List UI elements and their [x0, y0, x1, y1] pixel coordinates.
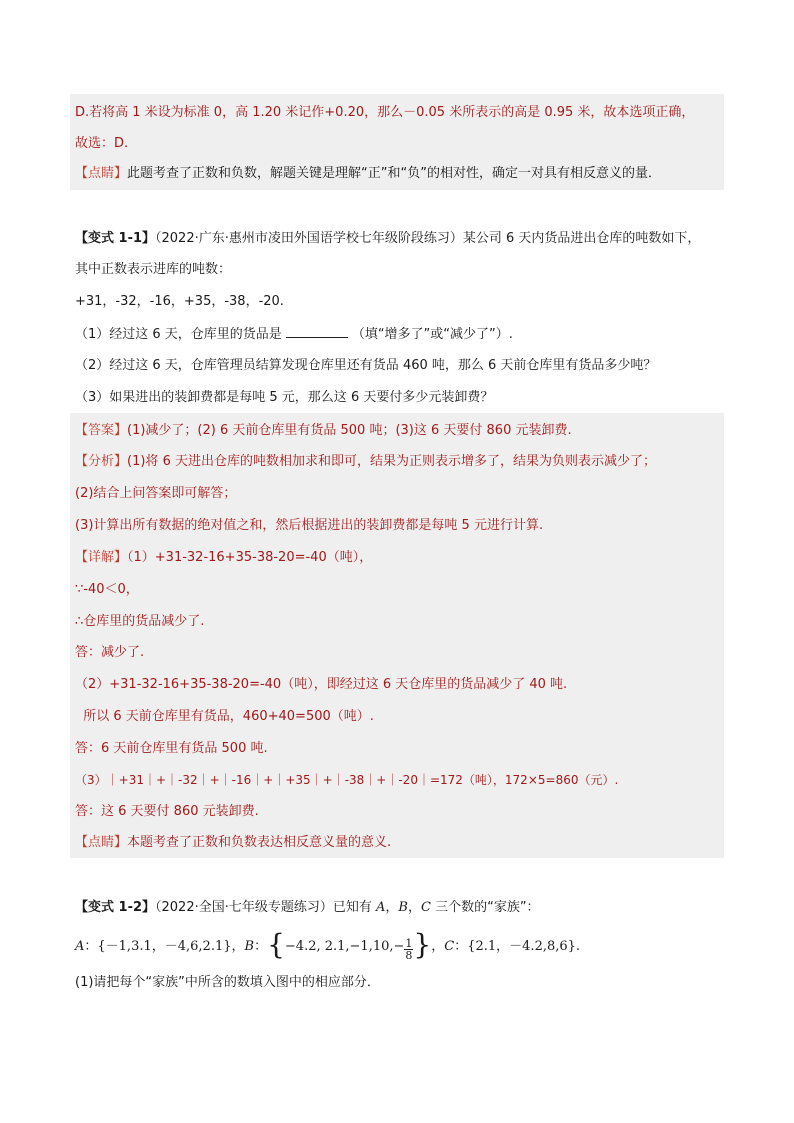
- set-b-colon: ：: [254, 939, 268, 954]
- answer-text: (1)减少了；(2) 6 天前仓库里有货品 500 吨；(3)这 6 天要付 860 元装卸费.: [127, 423, 572, 438]
- detail-line-6: 所以 6 天前仓库里有货品，460+40=500（吨）.: [75, 709, 374, 724]
- answer-blank: [286, 324, 348, 338]
- detail-text-1: （1）+31-32-16+35-38-20=-40（吨），: [127, 550, 373, 565]
- set-a-label: A: [75, 939, 85, 954]
- set-a-value: ：{－1,3.1，－4,6,2.1}，: [84, 939, 245, 954]
- detail-line-2: ∵-40＜0，: [75, 582, 139, 597]
- analysis-text-1: (1)将 6 天进出仓库的吨数相加求和即可，结果为正则表示增多了，结果为负则表示减少了；: [127, 454, 656, 469]
- fraction-denominator: 8: [405, 949, 413, 962]
- dianjing-tag: 【点睛】: [75, 166, 128, 181]
- variant-1-1-numbers: +31，-32，-16，+35，-38，-20.: [75, 294, 284, 309]
- separator: ，: [407, 900, 421, 915]
- variant-1-2-stem-before: 已知有: [332, 900, 377, 915]
- detail-line-8: （3）｜+31｜+｜-32｜+｜-16｜+｜+35｜+｜-38｜+｜-20｜=172（吨），172×5=860（元）.: [75, 773, 619, 787]
- analysis-tag: 【分析】: [75, 454, 128, 469]
- question-1-text-before: （1）经过这 6 天，仓库里的货品是: [75, 327, 282, 342]
- detail-line-5: （2）+31-32-16+35-38-20=-40（吨），即经过这 6 天仓库里的货品减少了 40 吨.: [75, 677, 568, 692]
- variant-1-1-question-1: [75, 324, 513, 345]
- separator: ，: [385, 900, 399, 915]
- set-b-separator: ，: [431, 939, 445, 954]
- set-c-label: C: [444, 939, 455, 954]
- set-b-label: B: [244, 939, 255, 954]
- analysis-line-1: [75, 452, 656, 472]
- variant-1-2-stem: [75, 898, 540, 918]
- detail-line-4: 答：减少了.: [75, 645, 145, 660]
- analysis-line-2: (2)结合上问答案即可解答；: [75, 486, 237, 501]
- variant-1-2-question-1: (1)请把每个“家族”中所含的数填入图中的相应部分．: [75, 975, 380, 990]
- dianjing-text: 此题考查了正数和负数，解题关键是理解“正”和“负”的相对性，确定一对具有相反意义的量．: [127, 166, 661, 181]
- set-b-value: −4.2, 2.1,−1,10,−: [284, 939, 405, 954]
- solution-block-variant-1-1: [70, 413, 724, 858]
- variant-1-1-stem-line-1: [75, 229, 700, 249]
- dianjing-text: 本题考查了正数和负数表达相反意义量的意义.: [127, 835, 392, 850]
- question-1-text-after: （填“增多了”或“减少了”）.: [351, 327, 513, 342]
- variant-1-2-tag: 【变式 1-2】: [75, 900, 156, 915]
- variable-b: B: [398, 900, 408, 915]
- detail-line-7: 答：6 天前仓库里有货品 500 吨.: [75, 741, 268, 756]
- detail-line-1: [75, 548, 372, 568]
- detail-tag: 【详解】: [75, 550, 128, 565]
- family-sets-line: [75, 928, 581, 962]
- variant-1-1-tag: 【变式 1-1】: [75, 231, 156, 246]
- variable-a: A: [376, 900, 386, 915]
- dianjing-line-top: [75, 164, 661, 184]
- set-b-open-brace: {: [267, 928, 285, 961]
- variant-1-1-question-3: （3）如果进出的装卸费都是每吨 5 元，那么这 6 天要付多少元装卸费？: [75, 390, 494, 405]
- answer-tag: 【答案】: [75, 423, 128, 438]
- detail-line-3: ∴仓库里的货品减少了.: [75, 614, 205, 629]
- variant-1-1-stem-1: 某公司 6 天内货品进出仓库的吨数如下，: [462, 231, 701, 246]
- variant-1-2-stem-after: 三个数的“家族”：: [430, 900, 540, 915]
- dianjing-tag: 【点睛】: [75, 835, 128, 850]
- variable-c: C: [421, 900, 431, 915]
- detail-line-9: 答：这 6 天要付 860 元装卸费.: [75, 804, 259, 819]
- answer-line: [75, 421, 572, 441]
- variant-1-1-question-2: （2）经过这 6 天，仓库管理员结算发现仓库里还有货品 460 吨，那么 6 天前仓库里有货品多少吨？: [75, 358, 657, 373]
- set-c-value: ：{2.1，－4.2,8,6}.: [454, 939, 581, 954]
- option-d-line: D.若将高 1 米设为标准 0，高 1.20 米记作+0.20，那么－0.05 米所表示的高是 0.95 米，故本选项正确，: [75, 105, 695, 120]
- select-line: 故选：D.: [75, 136, 129, 151]
- dianjing-line-variant-1-1: [75, 833, 391, 853]
- set-b-close-brace: }: [413, 928, 432, 961]
- analysis-line-3: (3)计算出所有数据的绝对值之和，然后根据进出的装卸费都是每吨 5 元进行计算.: [75, 518, 544, 533]
- variant-1-2-source: （2022·全国·七年级专题练习）: [155, 900, 333, 915]
- variant-1-1-stem-line-2: 其中正数表示进库的吨数：: [75, 262, 232, 277]
- variant-1-1-source: （2022·广东·惠州市凌田外国语学校七年级阶段练习）: [155, 231, 463, 246]
- fraction-numerator: 1: [405, 937, 413, 950]
